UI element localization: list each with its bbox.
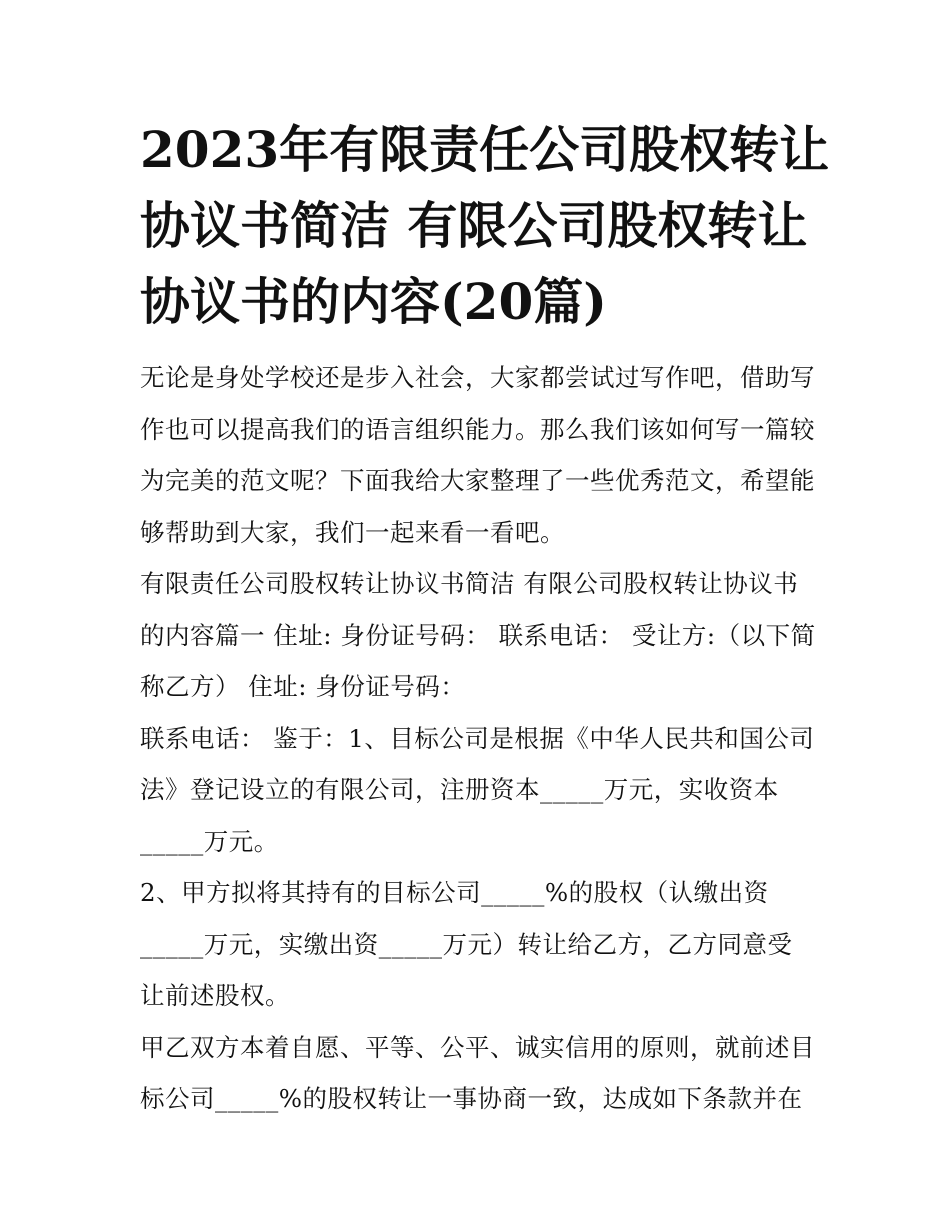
- text-line: 够帮助到大家，我们一起来看一看吧。: [140, 517, 565, 547]
- text-line: 2、甲方拟将其持有的目标公司_____%的股权（认缴出资: [140, 878, 769, 907]
- document-title: [140, 112, 830, 340]
- text-line: _____万元，实缴出资_____万元）转让给乙方，乙方同意受: [140, 929, 793, 959]
- text-line: 作也可以提高我们的语言组织能力。那么我们该如何写一篇较: [140, 414, 815, 444]
- text-line: 有限责任公司股权转让协议书简洁 有限公司股权转让协议书: [140, 569, 799, 598]
- text-line: _____万元。: [140, 826, 279, 856]
- text-line: 标公司_____%的股权转让一事协商一致，达成如下条款并在: [140, 1084, 803, 1113]
- title-line: 2023年有限责任公司股权转让: [140, 120, 830, 179]
- text-line: 甲乙双方本着自愿、平等、公平、诚实信用的原则，就前述目: [140, 1032, 815, 1062]
- title-line: 协议书的内容(20篇): [140, 272, 607, 331]
- text-line: 称乙方） 住址: 身份证号码：: [140, 672, 466, 701]
- parties-paragraph: [140, 558, 816, 713]
- agreement-paragraph: [140, 1022, 815, 1125]
- text-line: 联系电话： 鉴于：1、目标公司是根据《中华人民共和国公司: [140, 723, 815, 753]
- text-line: 无论是身处学校还是步入社会，大家都尝试过写作吧，借助写: [140, 363, 815, 392]
- recital-2-paragraph: [140, 867, 812, 1022]
- document-page: [140, 112, 830, 1125]
- text-line: 法》登记设立的有限公司，注册资本_____万元，实收资本: [140, 775, 779, 804]
- recital-1-paragraph: [140, 713, 815, 868]
- text-line: 的内容篇一 住址: 身份证号码： 联系电话： 受让方:（以下简: [140, 620, 816, 650]
- title-line: 协议书简洁 有限公司股权转让: [140, 196, 808, 255]
- text-line: 让前述股权。: [140, 981, 290, 1010]
- text-line: 为完美的范文呢？下面我给大家整理了一些优秀范文，希望能: [140, 466, 815, 495]
- intro-paragraph: [140, 352, 815, 558]
